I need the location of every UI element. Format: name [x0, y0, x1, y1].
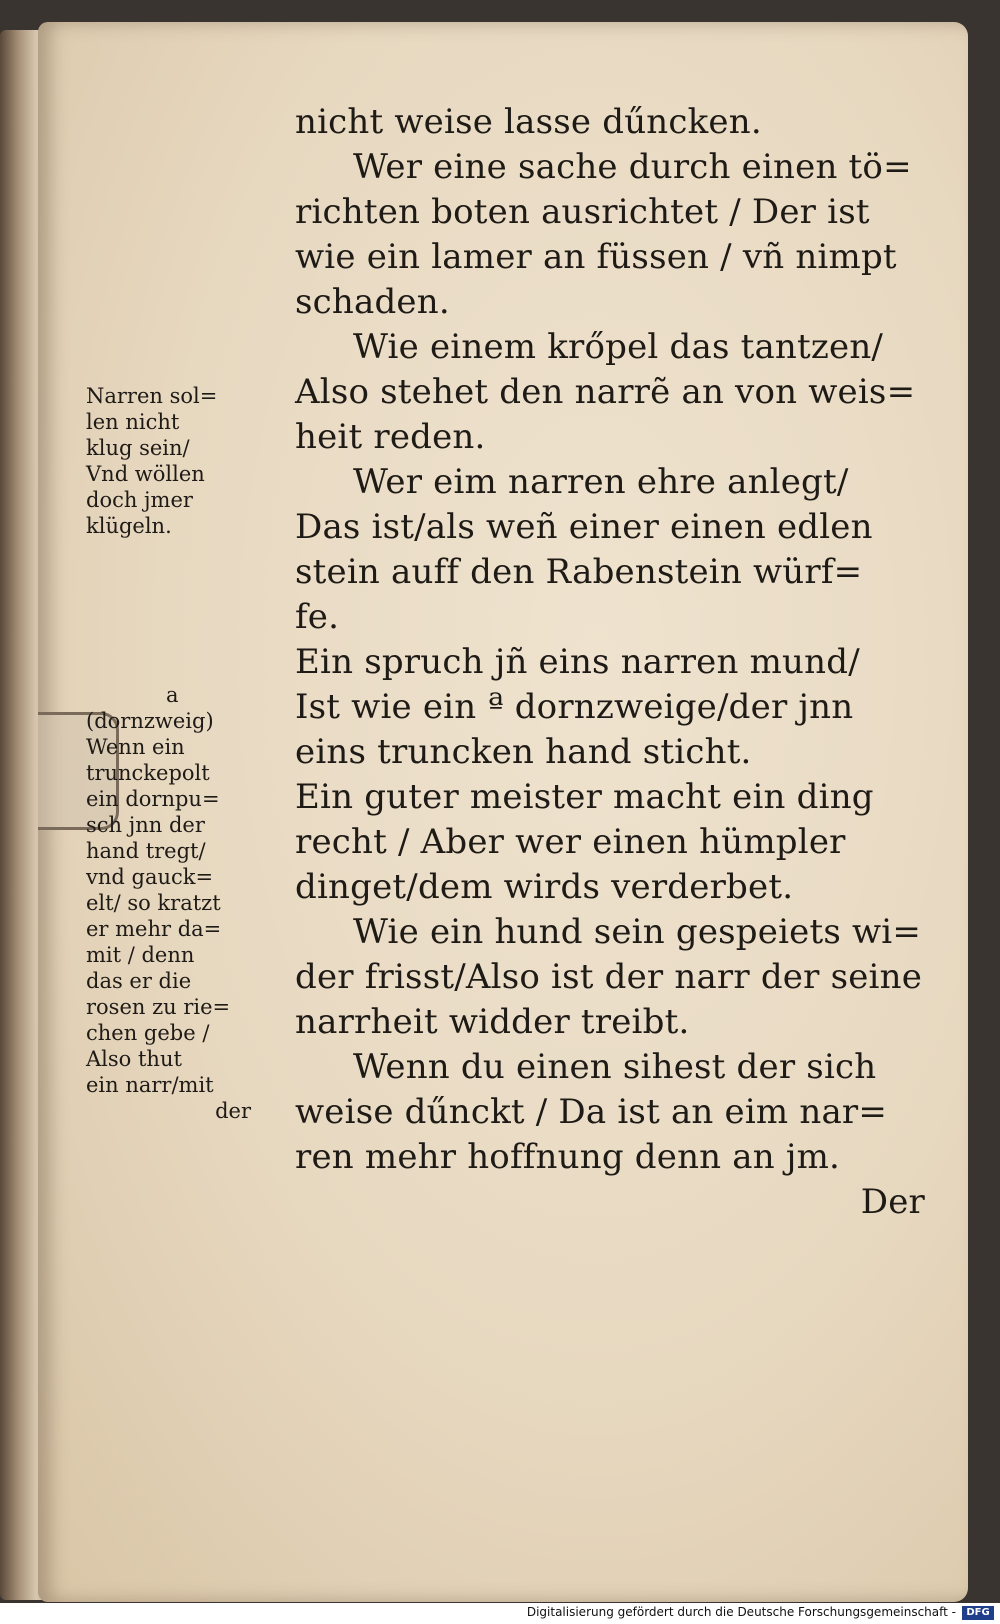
text-line: Wer eine sache durch einen tö= [353, 147, 912, 187]
text-line: Also stehet den narrẽ an von weis= [295, 372, 916, 412]
margin-line: trunckepolt [86, 761, 210, 785]
text-line: ren mehr hoffnung denn an jm. [295, 1137, 841, 1177]
text-line: schaden. [295, 282, 450, 322]
margin-note-dornzweig [86, 682, 271, 1124]
text-line: Wie ein hund sein gespeiets wi= [353, 912, 922, 952]
text-line: weise dűnckt / Da ist an eim nar= [295, 1092, 888, 1132]
margin-line: sch jnn der [86, 813, 205, 837]
text-line: Ein guter meister macht ein ding [295, 777, 874, 817]
text-line: narrheit widder treibt. [295, 1002, 690, 1042]
text-line: heit reden. [295, 417, 486, 457]
text-line: Ein spruch jñ eins narren mund/ [295, 642, 860, 682]
text-line: fe. [295, 597, 340, 637]
margin-line: ein dornpu= [86, 787, 220, 811]
margin-line: Narren sol= [86, 384, 218, 408]
margin-line: hand tregt/ [86, 839, 206, 863]
margin-line: der [215, 1099, 251, 1123]
text-line: Wie einem krőpel das tantzen/ [353, 327, 884, 367]
main-text [295, 100, 945, 1225]
catchword: Der [860, 1182, 925, 1222]
text-line: Wenn du einen sihest der sich [353, 1047, 877, 1087]
text-line: der frisst/Also ist der narr der seine [295, 957, 923, 997]
text-line: Das ist/als weñ einer einen edlen [295, 507, 873, 547]
text-line: wie ein lamer an füssen / vñ nimpt [295, 237, 897, 277]
margin-line: er mehr da= [86, 917, 222, 941]
text-line: stein auff den Rabenstein würf= [295, 552, 863, 592]
margin-line: len nicht [86, 410, 180, 434]
margin-line: mit / denn [86, 943, 195, 967]
text-line: richten boten ausrichtet / Der ist [295, 192, 870, 232]
dfg-logo: DFG [962, 1606, 994, 1620]
text-line: nicht weise lasse dűncken. [295, 102, 762, 142]
margin-line: Also thut [86, 1047, 182, 1071]
margin-note-fools [86, 383, 271, 539]
margin-line: doch jmer [86, 488, 193, 512]
text-line: Wer eim narren ehre anlegt/ [353, 462, 849, 502]
funding-credit: Digitalisierung gefördert durch die Deutsche Forschungsgemeinschaft - [526, 1605, 956, 1619]
text-line: recht / Aber wer einen hümpler [295, 822, 846, 862]
margin-line: klug sein/ [86, 436, 190, 460]
margin-line: ein narr/mit [86, 1073, 214, 1097]
text-line: Ist wie ein ª dornzweige/der jnn [295, 687, 854, 727]
margin-line: rosen zu rie= [86, 995, 231, 1019]
margin-line: elt/ so kratzt [86, 891, 221, 915]
text-line: eins truncken hand sticht. [295, 732, 752, 772]
margin-line: (dornzweig) [86, 709, 214, 733]
margin-line: Wenn ein [86, 735, 185, 759]
text-line: dinget/dem wirds verderbet. [295, 867, 794, 907]
margin-line: a [166, 683, 179, 707]
margin-line: Vnd wöllen [86, 462, 205, 486]
margin-line: klügeln. [86, 514, 172, 538]
footer-bar [0, 1603, 1000, 1624]
margin-line: das er die [86, 969, 192, 993]
margin-line: vnd gauck= [86, 865, 214, 889]
margin-line: chen gebe / [86, 1021, 210, 1045]
